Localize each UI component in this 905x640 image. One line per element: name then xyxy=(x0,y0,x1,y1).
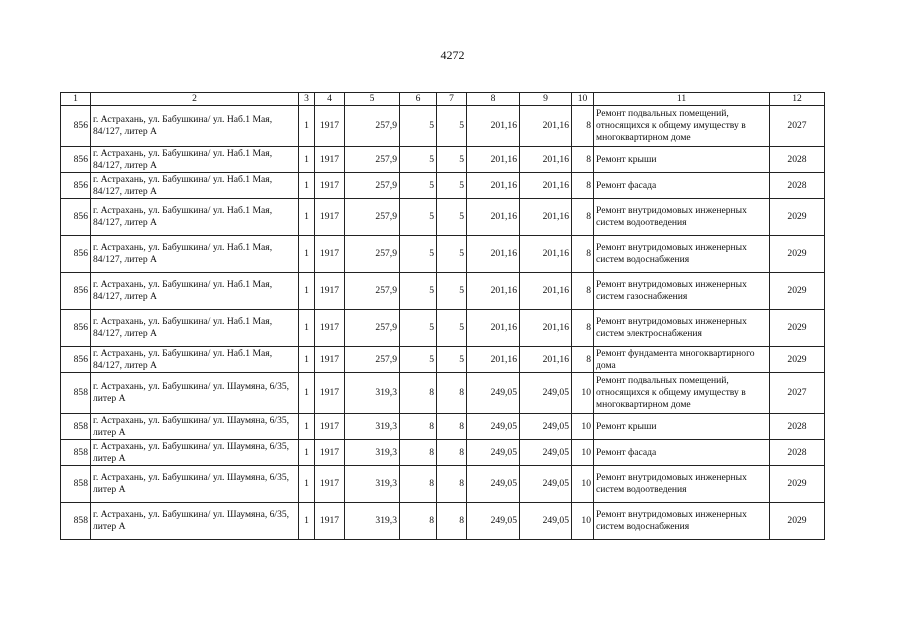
cell-year: 1917 xyxy=(315,147,345,173)
cell-year: 1917 xyxy=(315,503,345,540)
cell-col10: 8 xyxy=(572,147,594,173)
cell-col6: 5 xyxy=(400,236,437,273)
cell-work-type: Ремонт внутридомовых инженерных систем водоотведения xyxy=(594,466,770,503)
cell-col3: 1 xyxy=(299,440,315,466)
cell-col9: 201,16 xyxy=(520,199,572,236)
table-row xyxy=(61,147,825,173)
cell-col8: 201,16 xyxy=(467,236,520,273)
cell-col3: 1 xyxy=(299,503,315,540)
cell-plan-year: 2029 xyxy=(770,273,825,310)
cell-col8: 201,16 xyxy=(467,273,520,310)
cell-work-type: Ремонт крыши xyxy=(594,147,770,173)
table-row xyxy=(61,236,825,273)
cell-col7: 5 xyxy=(437,347,467,373)
cell-area: 257,9 xyxy=(345,147,400,173)
table-row xyxy=(61,199,825,236)
cell-col7: 5 xyxy=(437,273,467,310)
cell-plan-year: 2028 xyxy=(770,147,825,173)
repair-schedule-table xyxy=(60,92,825,540)
cell-work-type: Ремонт фасада xyxy=(594,440,770,466)
cell-number: 856 xyxy=(61,147,91,173)
cell-address: г. Астрахань, ул. Бабушкина/ ул. Наб.1 Мая, 84/127, литер А xyxy=(91,173,299,199)
cell-year: 1917 xyxy=(315,466,345,503)
cell-col8: 201,16 xyxy=(467,199,520,236)
cell-year: 1917 xyxy=(315,106,345,147)
cell-col3: 1 xyxy=(299,199,315,236)
column-header: 1 xyxy=(61,93,91,106)
cell-address: г. Астрахань, ул. Бабушкина/ ул. Наб.1 Мая, 84/127, литер А xyxy=(91,199,299,236)
cell-col9: 249,05 xyxy=(520,414,572,440)
cell-col8: 249,05 xyxy=(467,414,520,440)
cell-col3: 1 xyxy=(299,173,315,199)
cell-col3: 1 xyxy=(299,414,315,440)
cell-col6: 5 xyxy=(400,147,437,173)
cell-col6: 5 xyxy=(400,310,437,347)
cell-col6: 5 xyxy=(400,199,437,236)
cell-col9: 249,05 xyxy=(520,503,572,540)
table-row xyxy=(61,440,825,466)
cell-year: 1917 xyxy=(315,347,345,373)
cell-area: 319,3 xyxy=(345,466,400,503)
cell-col7: 8 xyxy=(437,440,467,466)
cell-year: 1917 xyxy=(315,236,345,273)
table-row xyxy=(61,466,825,503)
cell-col8: 249,05 xyxy=(467,466,520,503)
cell-plan-year: 2028 xyxy=(770,173,825,199)
table-row xyxy=(61,173,825,199)
cell-col9: 201,16 xyxy=(520,106,572,147)
cell-number: 856 xyxy=(61,199,91,236)
cell-address: г. Астрахань, ул. Бабушкина/ ул. Наб.1 Мая, 84/127, литер А xyxy=(91,236,299,273)
cell-address: г. Астрахань, ул. Бабушкина/ ул. Наб.1 Мая, 84/127, литер А xyxy=(91,310,299,347)
table-row xyxy=(61,106,825,147)
cell-plan-year: 2029 xyxy=(770,503,825,540)
cell-year: 1917 xyxy=(315,310,345,347)
cell-col3: 1 xyxy=(299,273,315,310)
page-number: 4272 xyxy=(440,48,465,62)
cell-col3: 1 xyxy=(299,106,315,147)
cell-plan-year: 2029 xyxy=(770,236,825,273)
cell-col8: 201,16 xyxy=(467,310,520,347)
cell-col10: 10 xyxy=(572,440,594,466)
cell-plan-year: 2028 xyxy=(770,440,825,466)
column-header: 10 xyxy=(572,93,594,106)
cell-col10: 8 xyxy=(572,347,594,373)
column-header: 5 xyxy=(345,93,400,106)
cell-area: 257,9 xyxy=(345,199,400,236)
cell-year: 1917 xyxy=(315,440,345,466)
cell-year: 1917 xyxy=(315,273,345,310)
cell-col6: 5 xyxy=(400,173,437,199)
cell-col10: 10 xyxy=(572,466,594,503)
cell-col6: 8 xyxy=(400,503,437,540)
cell-year: 1917 xyxy=(315,414,345,440)
cell-col6: 8 xyxy=(400,440,437,466)
cell-work-type: Ремонт фундамента многоквартирного дома xyxy=(594,347,770,373)
cell-col9: 201,16 xyxy=(520,236,572,273)
table-row xyxy=(61,503,825,540)
column-header: 2 xyxy=(91,93,299,106)
cell-area: 319,3 xyxy=(345,503,400,540)
cell-number: 856 xyxy=(61,236,91,273)
cell-number: 856 xyxy=(61,273,91,310)
cell-col9: 201,16 xyxy=(520,310,572,347)
cell-col8: 249,05 xyxy=(467,440,520,466)
column-header: 6 xyxy=(400,93,437,106)
cell-col8: 201,16 xyxy=(467,173,520,199)
cell-work-type: Ремонт фасада xyxy=(594,173,770,199)
cell-address: г. Астрахань, ул. Бабушкина/ ул. Шаумяна, 6/35, литер А xyxy=(91,414,299,440)
cell-work-type: Ремонт внутридомовых инженерных систем водоснабжения xyxy=(594,503,770,540)
cell-work-type: Ремонт подвальных помещений, относящихся к общему имуществу в многоквартирном доме xyxy=(594,373,770,414)
cell-plan-year: 2027 xyxy=(770,106,825,147)
cell-col7: 5 xyxy=(437,147,467,173)
cell-area: 257,9 xyxy=(345,236,400,273)
cell-col6: 5 xyxy=(400,106,437,147)
column-header: 4 xyxy=(315,93,345,106)
cell-year: 1917 xyxy=(315,199,345,236)
cell-col10: 8 xyxy=(572,199,594,236)
cell-work-type: Ремонт внутридомовых инженерных систем газоснабжения xyxy=(594,273,770,310)
cell-col7: 5 xyxy=(437,236,467,273)
cell-col10: 10 xyxy=(572,503,594,540)
cell-number: 856 xyxy=(61,347,91,373)
cell-col9: 249,05 xyxy=(520,466,572,503)
cell-col10: 8 xyxy=(572,236,594,273)
table-row xyxy=(61,347,825,373)
cell-col6: 8 xyxy=(400,373,437,414)
cell-area: 319,3 xyxy=(345,414,400,440)
cell-area: 257,9 xyxy=(345,310,400,347)
cell-col6: 5 xyxy=(400,273,437,310)
cell-area: 257,9 xyxy=(345,273,400,310)
cell-plan-year: 2027 xyxy=(770,373,825,414)
cell-address: г. Астрахань, ул. Бабушкина/ ул. Наб.1 Мая, 84/127, литер А xyxy=(91,273,299,310)
cell-col6: 8 xyxy=(400,466,437,503)
cell-col10: 10 xyxy=(572,373,594,414)
cell-col6: 8 xyxy=(400,414,437,440)
cell-plan-year: 2029 xyxy=(770,466,825,503)
cell-col3: 1 xyxy=(299,373,315,414)
cell-work-type: Ремонт внутридомовых инженерных систем водоотведения xyxy=(594,199,770,236)
cell-col10: 8 xyxy=(572,273,594,310)
cell-area: 319,3 xyxy=(345,440,400,466)
cell-col7: 5 xyxy=(437,310,467,347)
cell-col3: 1 xyxy=(299,236,315,273)
cell-address: г. Астрахань, ул. Бабушкина/ ул. Шаумяна, 6/35, литер А xyxy=(91,466,299,503)
cell-address: г. Астрахань, ул. Бабушкина/ ул. Шаумяна, 6/35, литер А xyxy=(91,440,299,466)
cell-col8: 249,05 xyxy=(467,503,520,540)
table-row xyxy=(61,414,825,440)
cell-col8: 201,16 xyxy=(467,147,520,173)
cell-plan-year: 2029 xyxy=(770,310,825,347)
cell-col10: 8 xyxy=(572,106,594,147)
cell-col9: 201,16 xyxy=(520,147,572,173)
cell-area: 319,3 xyxy=(345,373,400,414)
cell-col8: 201,16 xyxy=(467,347,520,373)
cell-address: г. Астрахань, ул. Бабушкина/ ул. Наб.1 Мая, 84/127, литер А xyxy=(91,347,299,373)
cell-col10: 10 xyxy=(572,414,594,440)
cell-col9: 201,16 xyxy=(520,273,572,310)
cell-col7: 8 xyxy=(437,373,467,414)
cell-address: г. Астрахань, ул. Бабушкина/ ул. Наб.1 Мая, 84/127, литер А xyxy=(91,147,299,173)
cell-work-type: Ремонт крыши xyxy=(594,414,770,440)
cell-col3: 1 xyxy=(299,310,315,347)
cell-col7: 5 xyxy=(437,173,467,199)
cell-year: 1917 xyxy=(315,373,345,414)
column-header: 7 xyxy=(437,93,467,106)
cell-col10: 8 xyxy=(572,173,594,199)
table-row xyxy=(61,310,825,347)
cell-area: 257,9 xyxy=(345,347,400,373)
cell-work-type: Ремонт внутридомовых инженерных систем электроснабжения xyxy=(594,310,770,347)
cell-work-type: Ремонт внутридомовых инженерных систем водоснабжения xyxy=(594,236,770,273)
column-header: 3 xyxy=(299,93,315,106)
cell-col3: 1 xyxy=(299,347,315,373)
cell-col7: 5 xyxy=(437,106,467,147)
table-row xyxy=(61,373,825,414)
cell-number: 858 xyxy=(61,414,91,440)
cell-col9: 249,05 xyxy=(520,373,572,414)
cell-col9: 201,16 xyxy=(520,347,572,373)
cell-number: 856 xyxy=(61,310,91,347)
cell-col3: 1 xyxy=(299,147,315,173)
cell-number: 858 xyxy=(61,503,91,540)
cell-col7: 8 xyxy=(437,414,467,440)
cell-col8: 201,16 xyxy=(467,106,520,147)
cell-col7: 5 xyxy=(437,199,467,236)
column-header: 12 xyxy=(770,93,825,106)
column-header: 8 xyxy=(467,93,520,106)
cell-address: г. Астрахань, ул. Бабушкина/ ул. Шаумяна, 6/35, литер А xyxy=(91,373,299,414)
column-header: 9 xyxy=(520,93,572,106)
cell-plan-year: 2029 xyxy=(770,347,825,373)
cell-col7: 8 xyxy=(437,503,467,540)
cell-area: 257,9 xyxy=(345,173,400,199)
cell-col10: 8 xyxy=(572,310,594,347)
cell-area: 257,9 xyxy=(345,106,400,147)
cell-col6: 5 xyxy=(400,347,437,373)
cell-plan-year: 2029 xyxy=(770,199,825,236)
column-header: 11 xyxy=(594,93,770,106)
cell-number: 858 xyxy=(61,373,91,414)
cell-number: 856 xyxy=(61,173,91,199)
header-row xyxy=(61,93,825,106)
cell-plan-year: 2028 xyxy=(770,414,825,440)
cell-col3: 1 xyxy=(299,466,315,503)
cell-number: 858 xyxy=(61,440,91,466)
cell-address: г. Астрахань, ул. Бабушкина/ ул. Наб.1 Мая, 84/127, литер А xyxy=(91,106,299,147)
cell-work-type: Ремонт подвальных помещений, относящихся к общему имуществу в многоквартирном доме xyxy=(594,106,770,147)
cell-year: 1917 xyxy=(315,173,345,199)
cell-number: 856 xyxy=(61,106,91,147)
cell-number: 858 xyxy=(61,466,91,503)
table-row xyxy=(61,273,825,310)
cell-col7: 8 xyxy=(437,466,467,503)
cell-address: г. Астрахань, ул. Бабушкина/ ул. Шаумяна, 6/35, литер А xyxy=(91,503,299,540)
cell-col9: 249,05 xyxy=(520,440,572,466)
cell-col9: 201,16 xyxy=(520,173,572,199)
cell-col8: 249,05 xyxy=(467,373,520,414)
